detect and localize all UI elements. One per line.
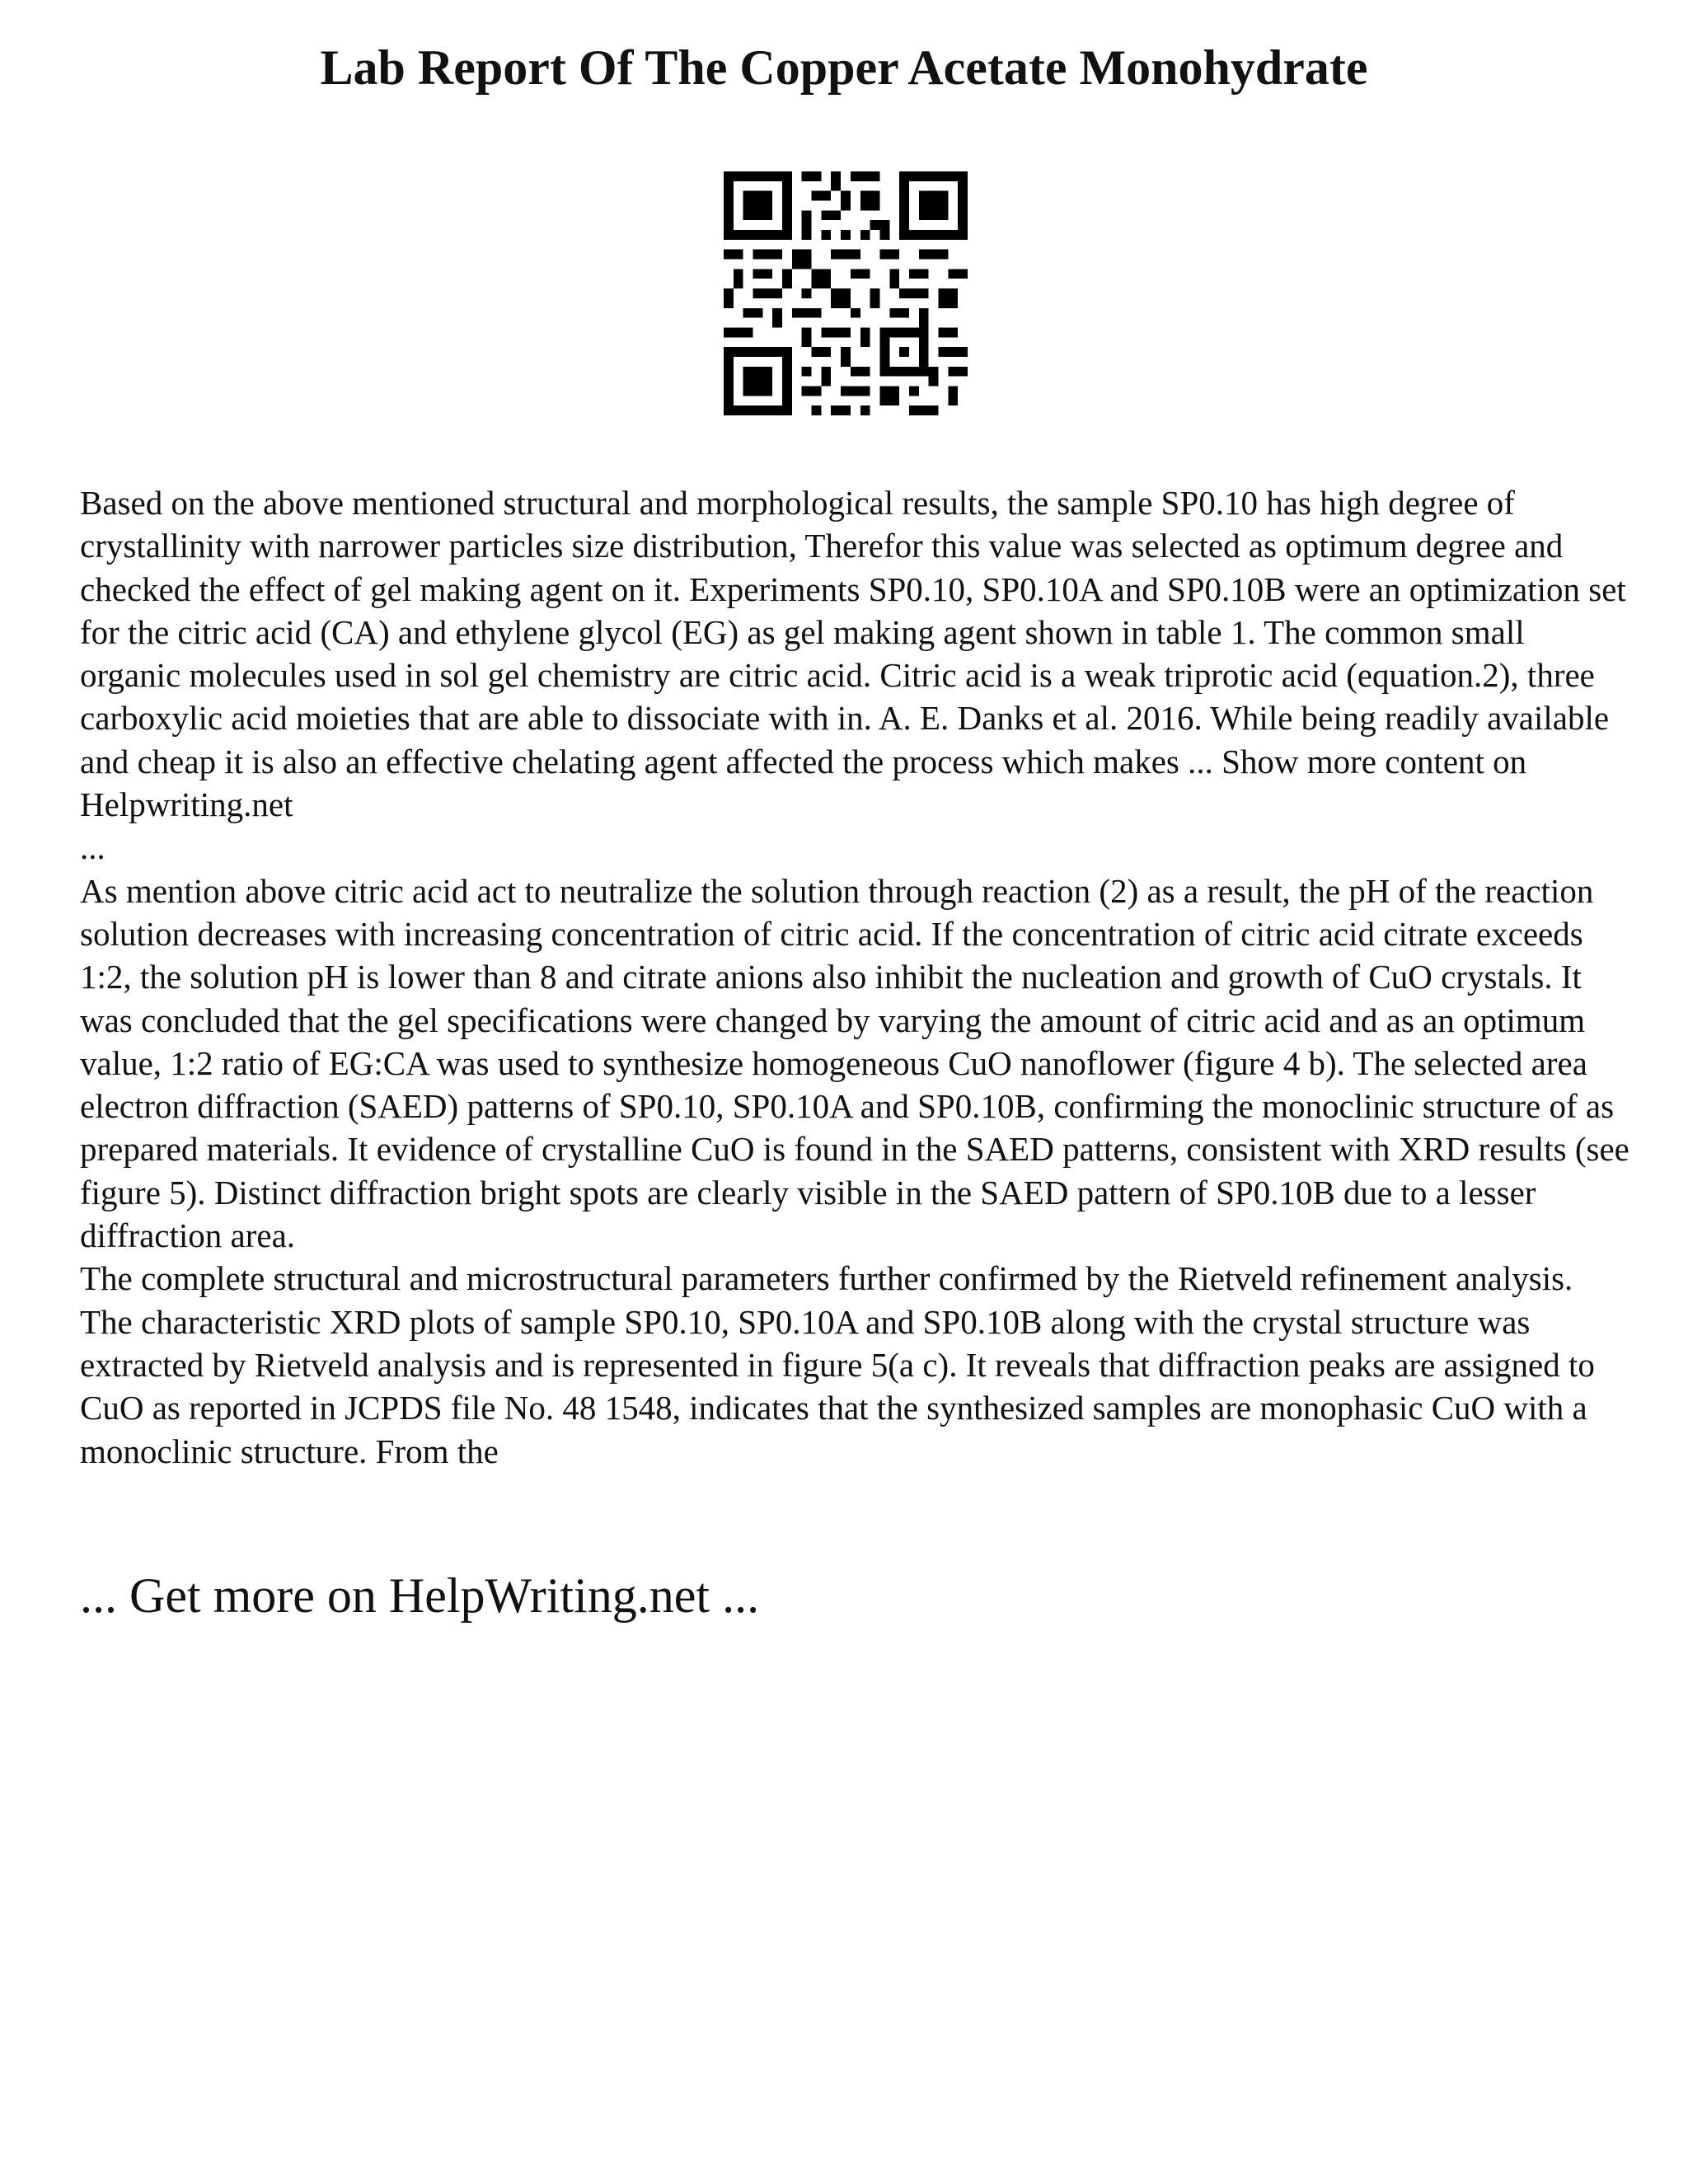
paragraph-1: Based on the above mentioned structural and morphological results, the sample SP0.10 has high degree of crystallinity with narrower particles size distribution, Therefor this value was selected as optimum degree and checked the effect of gel making agent on it. Experiments SP0.10, SP0.10A and SP0.10B were an optimization set for the citric acid (CA) and ethylene glycol (EG) as gel making agent shown in table 1. The common small organic molecules used in sol gel chemistry are citric acid. Citric acid is a weak triprotic acid (equation.2), three carboxylic acid moieties that are able to dissociate with in. A. E. Danks et al. 2016. While being readily available and cheap it is also an effective chelating agent affected the process which makes ... Show more content on Helpwriting.net: [80, 484, 1626, 824]
paragraph-3: The complete structural and microstructural parameters further confirmed by the Rietveld refinement analysis. The characteristic XRD plots of sample SP0.10, SP0.10A and SP0.10B along with the crystal structure was extracted by Rietveld analysis and is represented in figure 5(a c). It reveals that diffraction peaks are assigned to CuO as reported in JCPDS file No. 48 1548, indicates that the synthesized samples are monophasic CuO with a monoclinic structure. From the: [80, 1259, 1595, 1470]
get-more-link[interactable]: ... Get more on HelpWriting.net ...: [80, 1568, 760, 1623]
paragraph-2: As mention above citric acid act to neutralize the solution through reaction (2) as a result, the pH of the reaction solution decreases with increasing concentration of citric acid. If the concentration of citric acid citrate exceeds 1:2, the solution pH is lower than 8 and citrate anions also inhibit the nucleation and growth of CuO crystals. It was concluded that the gel specifications were changed by varying the amount of citric acid and as an optimum value, 1:2 ratio of EG:CA was used to synthesize homogeneous CuO nanoflower (figure 4 b). The selected area electron diffraction (SAED) patterns of SP0.10, SP0.10A and SP0.10B, confirming the monoclinic structure of as prepared materials. It evidence of crystalline CuO is found in the SAED patterns, consistent with XRD results (see figure 5). Distinct diffraction bright spots are clearly visible in the SAED pattern of SP0.10B due to a lesser diffraction area.: [80, 871, 1629, 1255]
document-title: Lab Report Of The Copper Acetate Monohydrate: [320, 40, 1368, 95]
qr-code-icon: [724, 171, 968, 415]
body-text: [80, 481, 1629, 1473]
paragraph-ellipsis: ...: [80, 828, 106, 867]
